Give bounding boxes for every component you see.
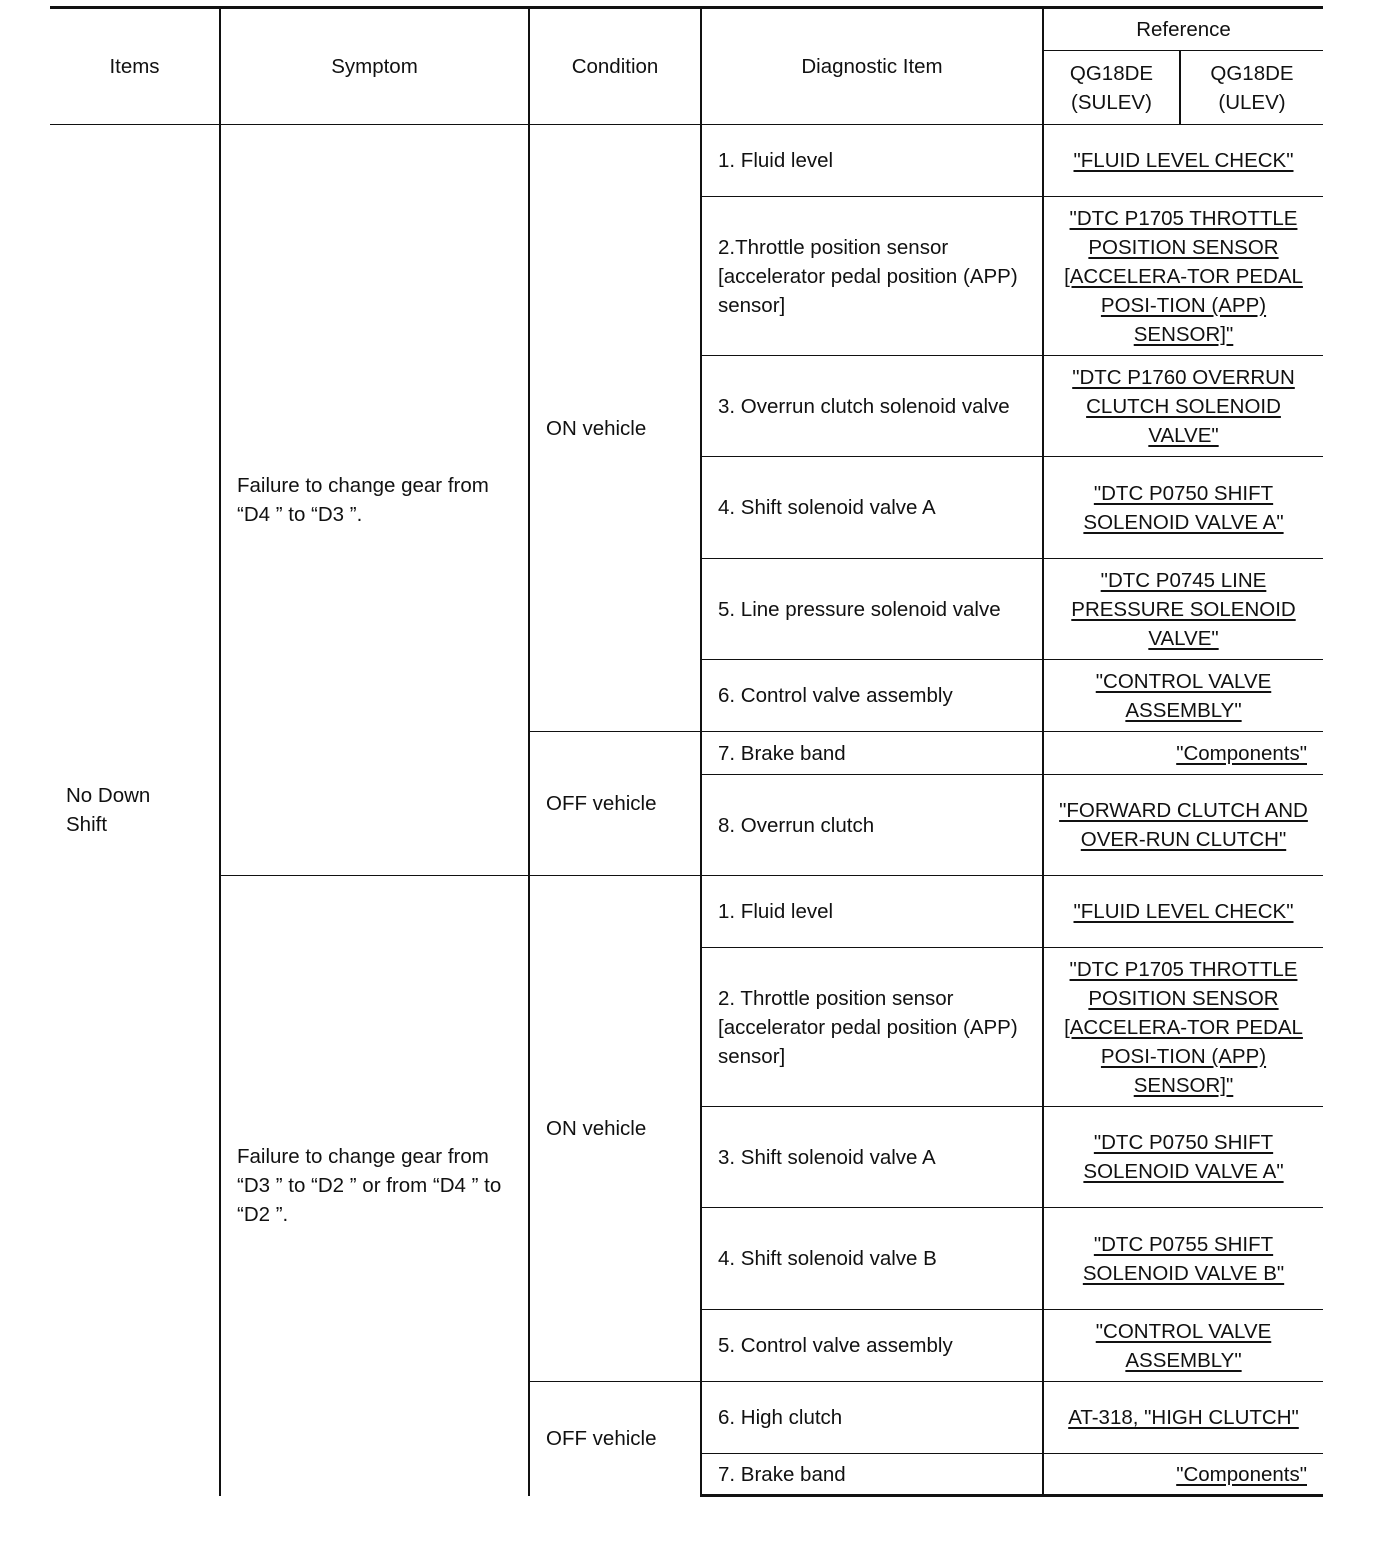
reference-link[interactable]: "CONTROL VALVE ASSEMBLY" [1043, 660, 1323, 732]
reference-link[interactable]: "DTC P1705 THROTTLE POSITION SENSOR [ACCELERA-TOR PEDAL POSI-TION (APP) SENSOR]" [1043, 197, 1323, 356]
header-reference: Reference [1043, 8, 1323, 51]
condition-on-vehicle: ON vehicle [529, 876, 701, 1382]
diag-item: 7. Brake band [701, 1454, 1043, 1496]
header-ulev: QG18DE (ULEV) [1180, 51, 1323, 125]
diag-item: 6. High clutch [701, 1382, 1043, 1454]
diag-item: 6. Control valve assembly [701, 660, 1043, 732]
diag-item: 4. Shift solenoid valve B [701, 1208, 1043, 1310]
table-row [50, 125, 1323, 197]
diag-item: 8. Overrun clutch [701, 775, 1043, 876]
diag-item: 7. Brake band [701, 732, 1043, 775]
diag-item: 3. Shift solenoid valve A [701, 1107, 1043, 1208]
no-down-shift-table [50, 6, 1323, 1497]
header-diagnostic-item: Diagnostic Item [701, 8, 1043, 125]
diag-item: 2.Throttle position sensor [accelerator pedal position (APP) sensor] [701, 197, 1043, 356]
symptom-d4-to-d3: Failure to change gear from “D4 ” to “D3 ”. [220, 125, 529, 876]
diag-item: 3. Overrun clutch solenoid valve [701, 356, 1043, 457]
table-row [50, 876, 1323, 948]
header-sulev: QG18DE (SULEV) [1043, 51, 1180, 125]
condition-off-vehicle: OFF vehicle [529, 732, 701, 876]
diag-item: 4. Shift solenoid valve A [701, 457, 1043, 559]
reference-link[interactable]: "DTC P0755 SHIFT SOLENOID VALVE B" [1043, 1208, 1323, 1310]
diag-item: 5. Control valve assembly [701, 1310, 1043, 1382]
header-symptom: Symptom [220, 8, 529, 125]
diag-item: 5. Line pressure solenoid valve [701, 559, 1043, 660]
reference-link[interactable]: AT-318, "HIGH CLUTCH" [1043, 1382, 1323, 1454]
reference-link[interactable]: "CONTROL VALVE ASSEMBLY" [1043, 1310, 1323, 1382]
diagnosis-table-container [50, 6, 1323, 1497]
header-condition: Condition [529, 8, 701, 125]
reference-link[interactable]: "Components" [1043, 732, 1323, 775]
reference-link[interactable]: "FLUID LEVEL CHECK" [1043, 125, 1323, 197]
symptom-d3-to-d2: Failure to change gear from “D3 ” to “D2 ” or from “D4 ” to “D2 ”. [220, 876, 529, 1496]
header-items: Items [50, 8, 220, 125]
reference-link[interactable]: "Components" [1043, 1454, 1323, 1496]
reference-link[interactable]: "FORWARD CLUTCH AND OVER-RUN CLUTCH" [1043, 775, 1323, 876]
diag-item: 1. Fluid level [701, 876, 1043, 948]
item-no-down-shift: No Down Shift [66, 784, 151, 837]
condition-on-vehicle: ON vehicle [529, 125, 701, 732]
condition-off-vehicle: OFF vehicle [529, 1382, 701, 1496]
reference-link[interactable]: "DTC P1705 THROTTLE POSITION SENSOR [ACCELERA-TOR PEDAL POSI-TION (APP) SENSOR]" [1043, 948, 1323, 1107]
reference-link[interactable]: "DTC P0745 LINE PRESSURE SOLENOID VALVE" [1043, 559, 1323, 660]
diag-item: 1. Fluid level [701, 125, 1043, 197]
reference-link[interactable]: "DTC P0750 SHIFT SOLENOID VALVE A" [1043, 1107, 1323, 1208]
reference-link[interactable]: "DTC P0750 SHIFT SOLENOID VALVE A" [1043, 457, 1323, 559]
diag-item: 2. Throttle position sensor [accelerator pedal position (APP) sensor] [701, 948, 1043, 1107]
reference-link[interactable]: "DTC P1760 OVERRUN CLUTCH SOLENOID VALVE" [1043, 356, 1323, 457]
reference-link[interactable]: "FLUID LEVEL CHECK" [1043, 876, 1323, 948]
